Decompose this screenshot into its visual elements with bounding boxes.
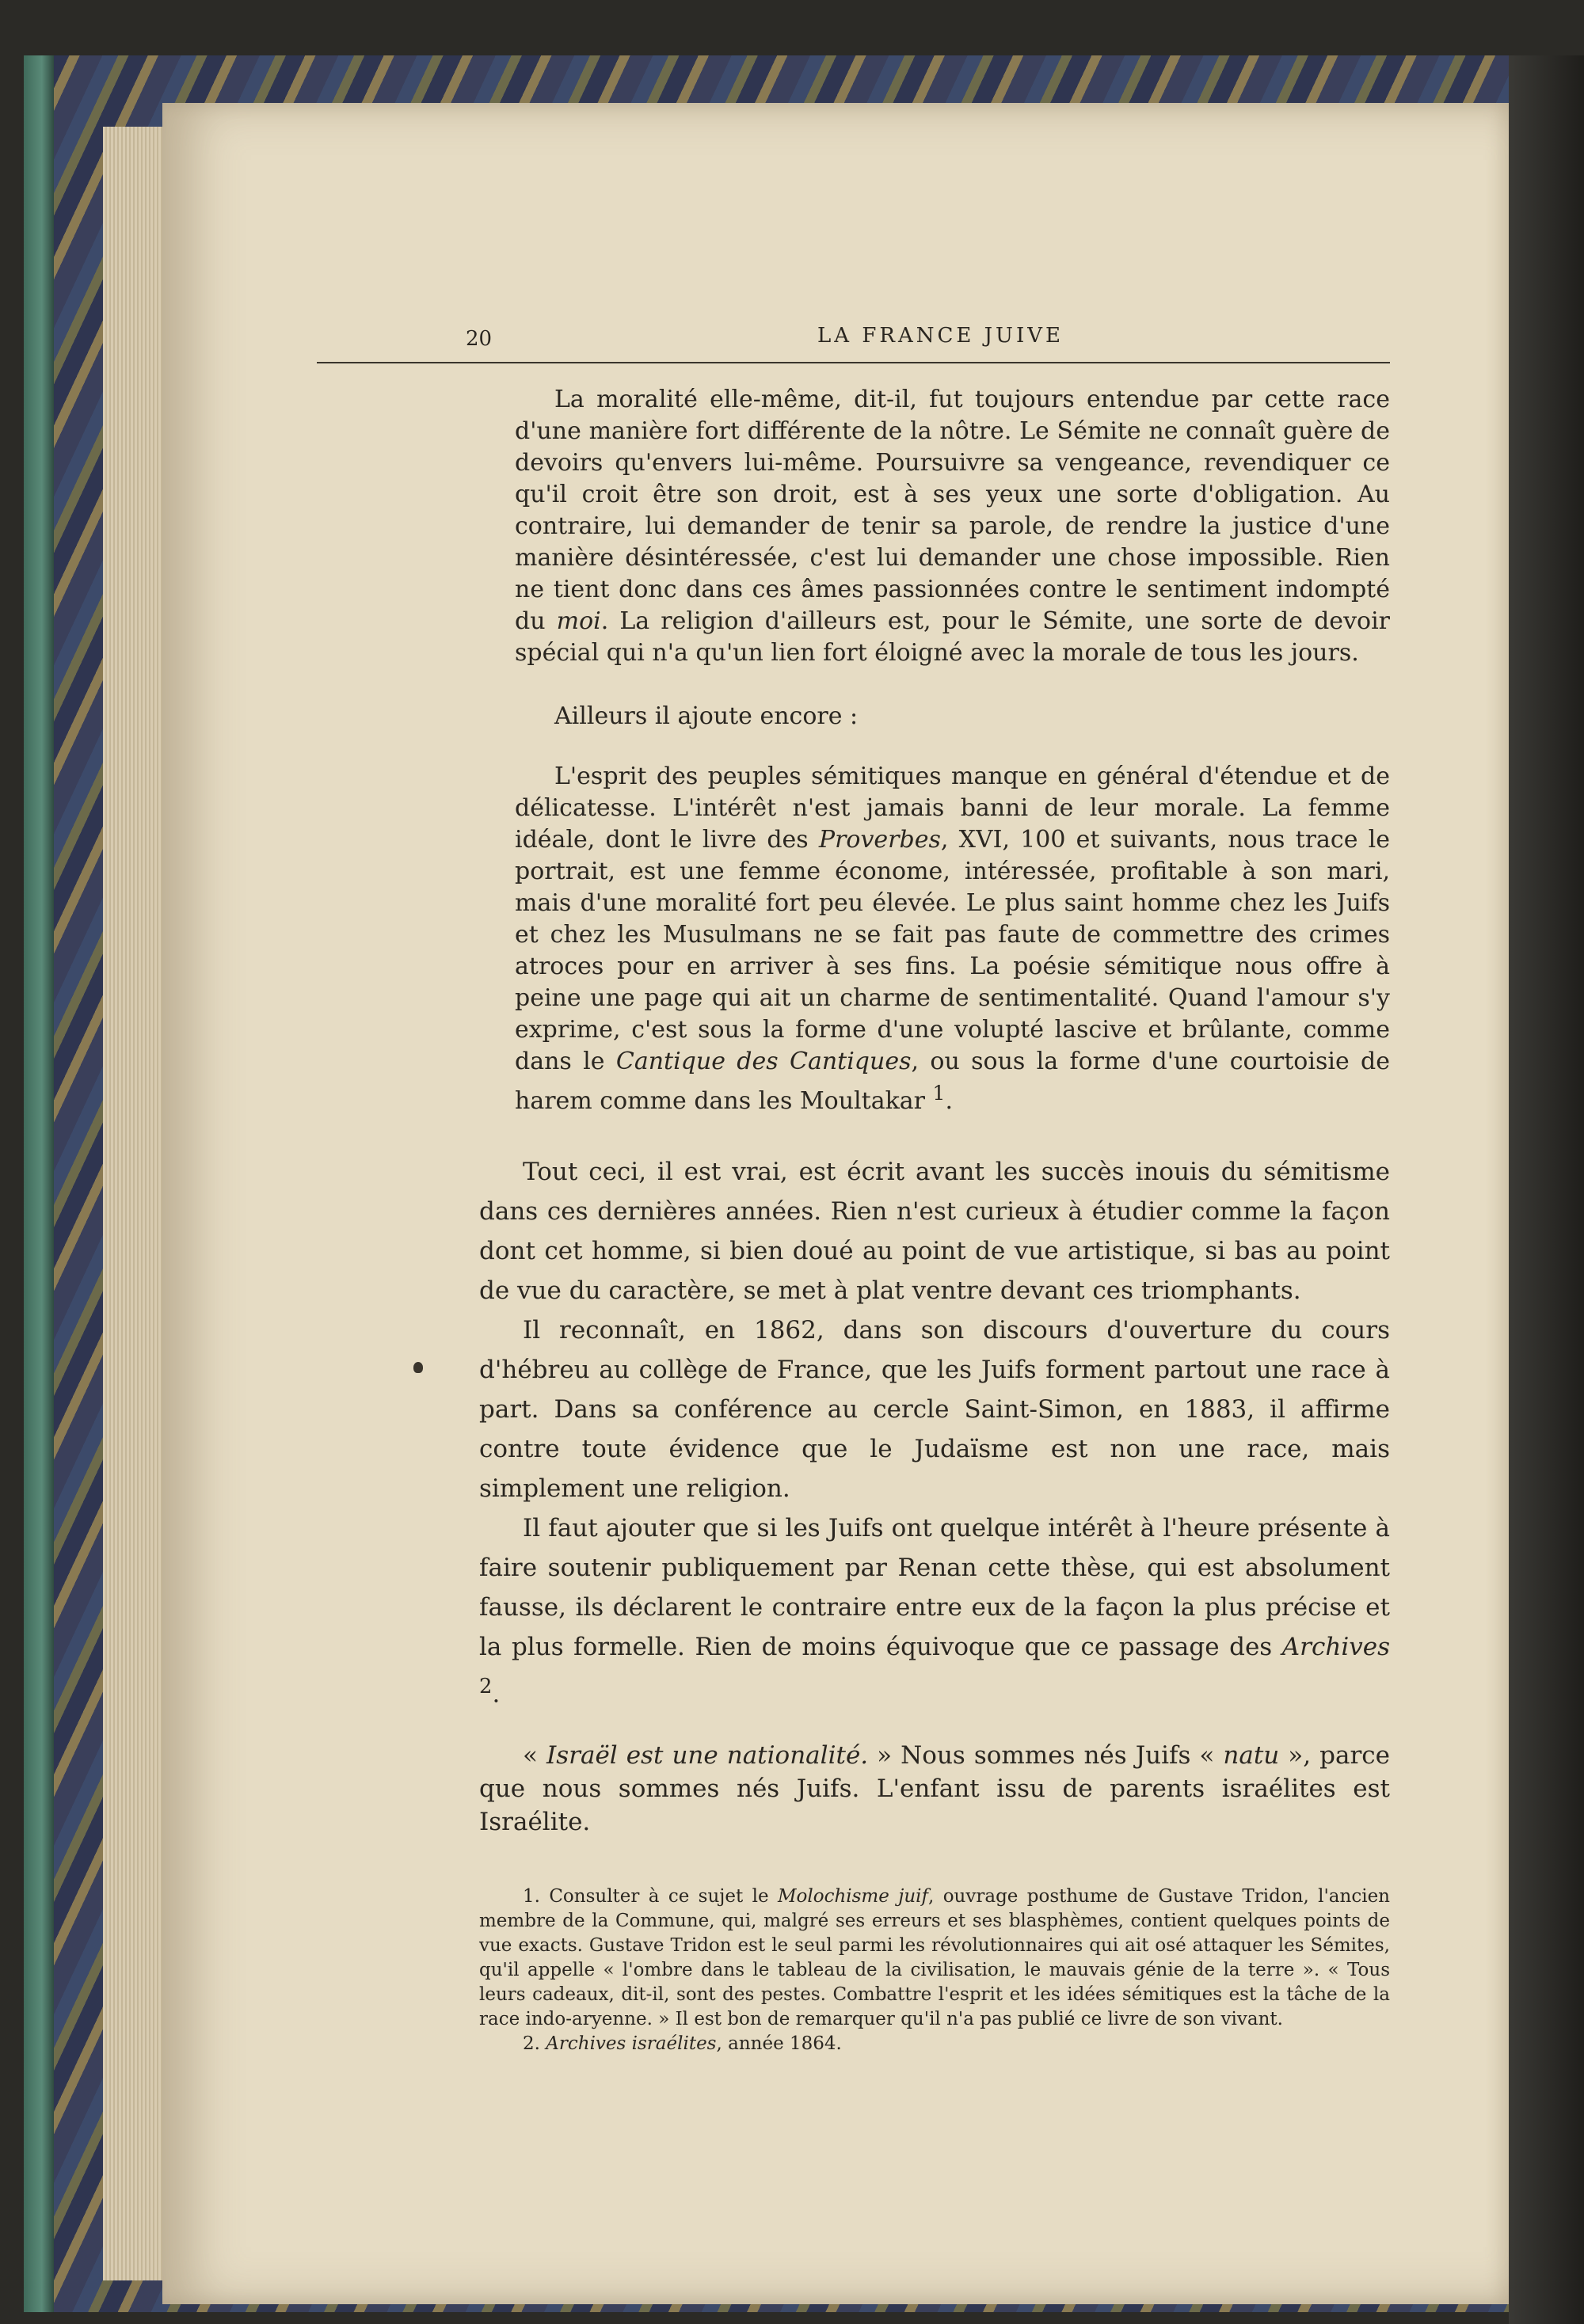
running-title: LA FRANCE JUIVE (817, 324, 1064, 348)
quotation-2-proverbs: Proverbes (818, 826, 941, 854)
footnote-1-title: Molochisme juif (777, 1886, 929, 1908)
quotation-morality (317, 384, 1390, 669)
quotation-2-part-1: L'esprit des peuples sémitiques manque en général d'étendue et de délicatesse. L'intérêt n'est jamais banni de leur morale. La femme idéale, dont le livre des (515, 763, 1390, 854)
quotation-morality-emphasis: moi (556, 607, 601, 635)
quotation-morality-text: La moralité elle-même, dit-il, fut toujours entendue par cette race d'une manière fort différente de la nôtre. Le Sémite ne connaît guère de devoirs qu'envers lui-même. Poursuivre sa vengeance, revendiquer ce qu'il croit être son droit, est à ses yeux une sorte d'obligation. Au contraire, lui demander de tenir sa parole, de rendre la justice d'une manière désintéressée, c'est lui demander une chose impossible. Rien ne tient donc dans ces âmes passionnées contre le sentiment indompté du (515, 386, 1390, 635)
footnote-ref-2: 2 (479, 1675, 493, 1698)
footnote-1 (479, 1885, 1390, 2032)
page-number: 20 (466, 327, 493, 351)
footnote-ref-1: 1 (932, 1082, 946, 1105)
closing-emphasis-1: Israël est une nationalité. (546, 1741, 869, 1771)
closing-mid: » Nous sommes nés Juifs « (868, 1741, 1224, 1771)
running-head (317, 313, 1390, 363)
closing-quotation (317, 1739, 1390, 1839)
footnote-1-text: Consulter à ce sujet le (539, 1886, 778, 1908)
quotation-2-part-4: . (945, 1087, 953, 1115)
body-paragraph-3-text: Il faut ajouter que si les Juifs ont quelque intérêt à l'heure présente à faire soutenir publiquement par Renan cette thèse, qui est absolument fausse, ils déclarent le contraire entre eux de la façon la plus précise et la plus formelle. Rien de moins équivoque que ce passage des (479, 1514, 1390, 1661)
footnote-2 (479, 2032, 1390, 2056)
footnote-1-text-end: , ouvrage posthume de Gustave Tridon, l'ancien membre de la Commune, qui, malgré ses erreurs et ses blasphèmes, contient quelques points de vue exacts. Gustave Tridon est le seul parmi les révolutionnaires qui ait osé attaquer les Sémites, qu'il appelle « l'ombre dans le tableau de la civilisation, le mauvais génie de la terre ». « Tous leurs cadeaux, dit-il, sont des pestes. Combattre l'esprit et les idées sémitiques est la tâche de la race indo-aryenne. » Il est bon de remarquer qu'il n'a pas publié ce livre de son vivant. (479, 1886, 1390, 2030)
body-paragraph-3-archives: Archives (1281, 1633, 1390, 1661)
footnotes (317, 1885, 1390, 2056)
footnote-2-title: Archives israélites (546, 2033, 717, 2055)
footnote-2-number: 2. (523, 2033, 540, 2055)
body-paragraph-1: Tout ceci, il est vrai, est écrit avant les succès inouis du sémitisme dans ces dernières années. Rien n'est curieux à étudier comme la façon dont cet homme, si bien doué au point de vue artistique, si bas au point de vue du caractère, se met à plat ventre devant ces triomphants. (479, 1158, 1390, 1305)
book-spine-edge (24, 55, 54, 2312)
facing-page-edge (1509, 55, 1584, 2324)
quotation-semitic-spirit (317, 761, 1390, 1117)
body-paragraph-2: Il reconnaît, en 1862, dans son discours d'ouverture du cours d'hébreu au collège de France, que les Juifs forment partout une race à part. Dans sa conférence au cercle Saint-Simon, en 1883, il affirme contre toute évidence que le Judaïsme est non une race, mais simplement une religion. (479, 1316, 1390, 1503)
quotation-2-part-2: , XVI, 100 et suivants, nous trace le portrait, est une femme économe, intéressée, profitable à son mari, mais d'une moralité fort peu élevée. Le plus saint homme chez les Juifs et chez les Musulmans ne se fait pas faute de commettre des crimes atroces pour en arriver à ses fins. La poésie sémitique nous offre à peine une page qui ait un charme de sentimentalité. Quand l'amour s'y exprime, c'est sous la forme d'une volupté lascive et brûlante, comme dans le (515, 826, 1390, 1075)
quotation-2-part-3: , ou sous la forme d'une courtoisie de harem comme dans les Moultakar (515, 1048, 1390, 1115)
closing-emphasis-2: natu (1223, 1741, 1280, 1771)
body-paragraph-3 (317, 1508, 1390, 1714)
closing-end: », parce que nous sommes nés Juifs. L'enfant issu de parents israélites est Israélite. (479, 1741, 1390, 1837)
footnote-1-number: 1. (523, 1886, 540, 1908)
footnote-2-text: , année 1864. (716, 2033, 842, 2055)
quotation-morality-text-end: . La religion d'ailleurs est, pour le Sémite, une sorte de devoir spécial qui n'a qu'un lien fort éloigné avec la morale de tous les jours. (515, 607, 1391, 667)
quotation-2-cantique: Cantique des Cantiques (615, 1048, 912, 1075)
body-paragraph-3-end: . (492, 1679, 501, 1709)
closing-open: « (523, 1741, 546, 1771)
intro-line: Ailleurs il ajoute encore : (554, 702, 859, 730)
page-text-block (317, 313, 1390, 2056)
